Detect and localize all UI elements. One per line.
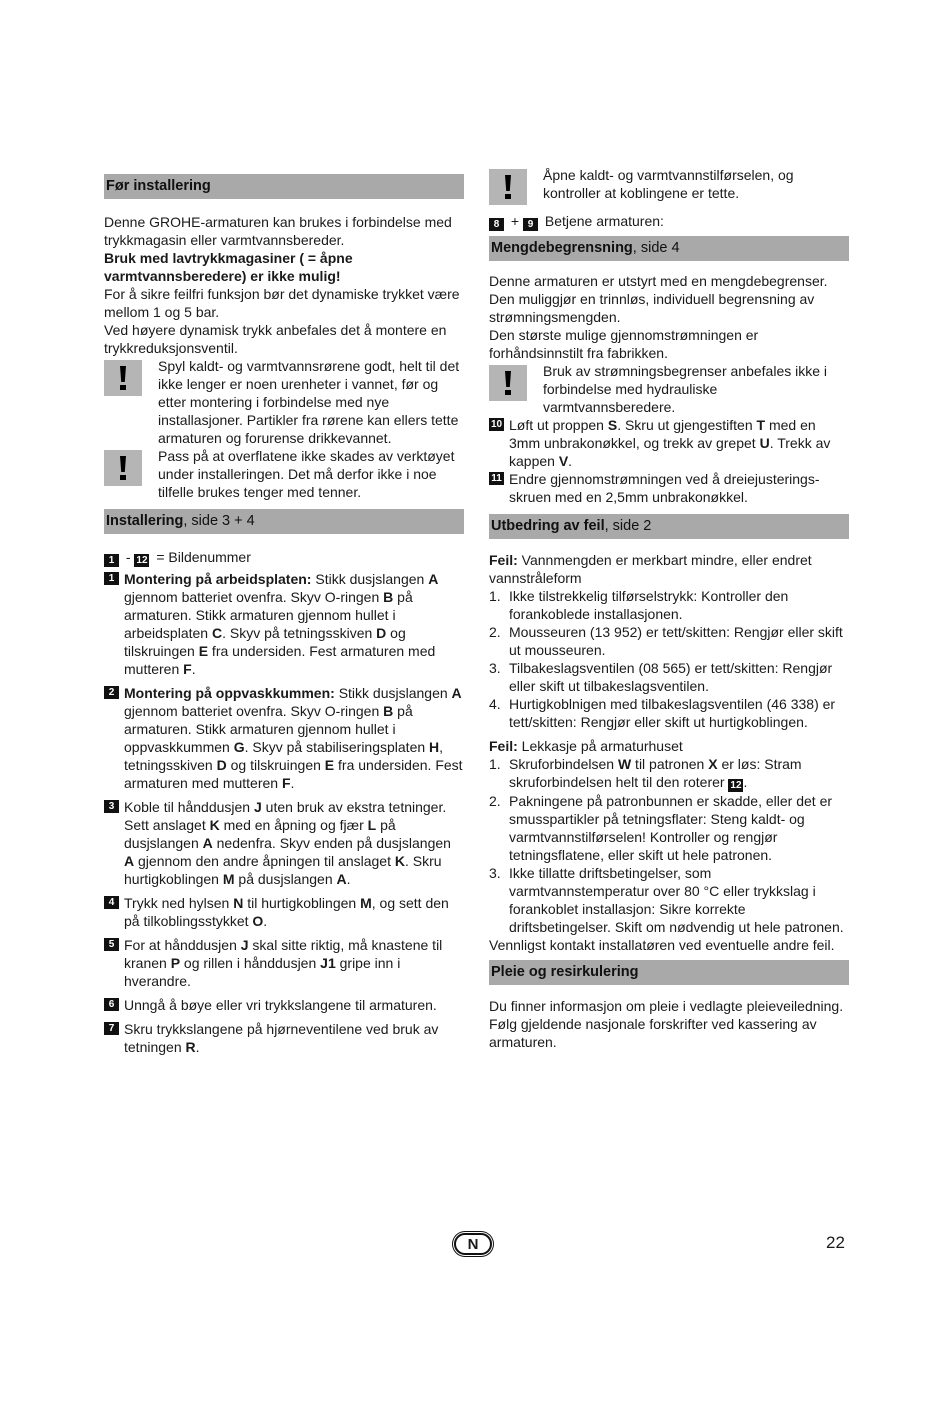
exclamation-icon <box>489 169 527 205</box>
section-header-care-recycling: Pleie og resirkulering <box>489 960 849 985</box>
step-number: 10 <box>490 419 503 430</box>
fault-2-heading: Feil: Lekkasje på armaturhuset <box>489 738 683 754</box>
step-7: 7 Skru trykkslangene på hjørneventilene ved bruk av tetningen R. <box>104 1020 464 1056</box>
list-item: 3. Tilbakeslagsventilen (08 565) er tett/skitten: Rengjør eller skift ut tilbakeslagsventilen. <box>489 660 833 694</box>
step-6: 6 Unngå å bøye eller vri trykkslangene til armaturen. <box>104 996 464 1014</box>
care-text: Du finner informasjon om pleie i vedlagte pleieveiledning. Følg gjeldende nasjonale forskrifter ved kassering av armaturen. <box>489 998 844 1050</box>
step-11: 11 Endre gjennomstrømningen ved å dreiejusterings-skruen med en 2,5mm unbrakonøkkel. <box>489 470 849 506</box>
step-5: 5 For at hånddusjen J skal sitte riktig, må knastene til kranen P og rillen i hånddusjen J1 gripe inn i hverandre. <box>104 936 464 990</box>
left-column <box>104 174 464 1056</box>
section-header-troubleshooting: Utbedring av feil, side 2 <box>489 514 849 539</box>
right-column <box>489 166 849 1051</box>
list-item: 3. Ikke tillatte driftsbetingelser, som varmtvannstemperatur over 80 °C eller trykkslag i forankoblet installasjon: Sikre korrekte driftsbetingelser. Skift om nødvendig ut hele patronen. <box>489 865 844 935</box>
list-item: 1. Skruforbindelsen W til patronen X er løs: Stram skruforbindelsen helt til den roterer 12 . <box>489 756 802 791</box>
warning-open-supply: Åpne kaldt- og varmtvannstilførselen, og kontroller at koblingene er tette. <box>489 166 849 205</box>
step-4: 4 Trykk ned hylsen N til hurtigkoblingen M, og sett den på tilkoblingsstykket O. <box>104 894 464 930</box>
list-item: 1. Ikke tilstrekkelig tilførselstrykk: Kontroller den forankoblede installasjonen. <box>489 588 789 622</box>
country-badge: N <box>454 1233 492 1255</box>
step-number: 4 <box>104 896 119 909</box>
step-3: 3 Koble til hånddusjen J uten bruk av ekstra tetninger. Sett anslaget K med en åpning og fjær L på dusjslangen A nedenfra. Skyv enden på dusjslangen A gjennom den andre åpningen til anslaget K. Skru hurtigkoblingen M på dusjslangen A. <box>104 798 464 888</box>
list-item: 4. Hurtigkoblnigen med tilbakeslagsventilen (46 338) er tett/skitten: Rengjør eller skift ut hurtigkoblingen. <box>489 696 836 730</box>
step-number: 7 <box>104 1022 119 1035</box>
list-item: 2. Pakningene på patronbunnen er skadde, eller det er smusspartikler på tetningsflater: Steng kaldt- og varmtvannstilførselen! Kontroller og rengjør tetningsflatene, eller skift ut hele patronen. <box>489 793 833 863</box>
step-1: 1 Montering på arbeidsplaten: Stikk dusjslangen A gjennom batteriet ovenfra. Skyv O-ringen B på armaturen. Stikk armaturen gjennom hullet i arbeidsplaten C. Skyv på tetningsskiven D og tilskruingen E fra undersiden. Fest armaturen med mutteren F. <box>104 570 464 678</box>
warning-surface-damage: Pass på at overflatene ikke skades av verktøyet under installeringen. Det må derfor ikke i noe tilfelle brukes tenger med tenner. <box>104 447 464 501</box>
step-number: 2 <box>104 686 119 699</box>
step-10: 10 Løft ut proppen S. Skru ut gjengestiften T med en 3mm unbrakonøkkel, og trekk av grepet U. Trekk av kappen V. <box>490 417 831 469</box>
operate-fitting: 8 + 9 Betjene armaturen: <box>489 212 849 231</box>
exclamation-icon <box>104 450 142 486</box>
intro-paragraph: Denne GROHE-armaturen kan brukes i forbindelse med trykkmagasin eller varmtvannsbereder. <box>104 214 452 248</box>
contact-installer: Vennligst kontakt installatøren ved eventuelle andre feil. <box>489 937 835 953</box>
reducer-paragraph: Ved høyere dynamisk trykk anbefales det å montere en trykkreduksjonsventil. <box>104 322 447 356</box>
list-item: 2. Mousseuren (13 952) er tett/skitten: Rengjør eller skift ut mousseuren. <box>489 624 843 658</box>
warning-flush-pipes: Spyl kaldt- og varmtvannsrørene godt, helt til det ikke lenger er noen urenheter i vannet, før og etter montering i forbindelse med nye installasjoner. Partikler fra rørene kan ellers tette armaturen og forurense drikkevannet. <box>104 357 464 447</box>
step-number: 5 <box>104 938 119 951</box>
section-header-installation: Installering, side 3 + 4 <box>104 509 464 534</box>
flow-text: Denne armaturen er utstyrt med en mengdebegrenser. Den muliggjør en trinnløs, individuell begrensning av strømningsmengden. Den største mulige gjennomstrømningen er forhåndsinnstilt fra fabrikken. <box>489 273 828 361</box>
section-header-flow-limitation: Mengdebegrensning, side 4 <box>489 236 849 261</box>
step-number: 1 <box>104 572 119 585</box>
pressure-paragraph: For å sikre feilfri funksjon bør det dynamiske trykket være mellom 1 og 5 bar. <box>104 286 460 320</box>
intro-text <box>104 213 464 357</box>
exclamation-icon <box>489 365 527 401</box>
legend-figure-numbers: 1 - 12 = Bildenummer <box>104 548 464 567</box>
fault-1-heading: Feil: Vannmengden er merkbart mindre, eller endret vannstråleform <box>489 552 812 586</box>
step-number: 6 <box>104 998 119 1011</box>
step-number: 3 <box>104 800 119 813</box>
step-number: 11 <box>489 472 504 485</box>
section-header-before-installation: Før installering <box>104 174 464 199</box>
fault-2-list <box>489 755 849 936</box>
warning-flow-limiter: Bruk av strømningsbegrenser anbefales ikke i forbindelse med hydrauliske varmtvannsberedere. <box>489 362 849 416</box>
fault-1-list <box>489 587 849 731</box>
low-pressure-warning: Bruk med lavtrykkmagasiner ( = åpne varmtvannsberedere) er ikke mulig! <box>104 250 353 284</box>
step-2: 2 Montering på oppvaskkummen: Stikk dusjslangen A gjennom batteriet ovenfra. Skyv O-ringen B på armaturen. Stikk armaturen gjennom hullet i oppvaskkummen G. Skyv på stabiliseringsplaten H, tetningsskiven D og tilskruingen E fra undersiden. Fest armaturen med mutteren F. <box>104 684 464 792</box>
exclamation-icon <box>104 360 142 396</box>
page-number: 22 <box>826 1233 845 1252</box>
